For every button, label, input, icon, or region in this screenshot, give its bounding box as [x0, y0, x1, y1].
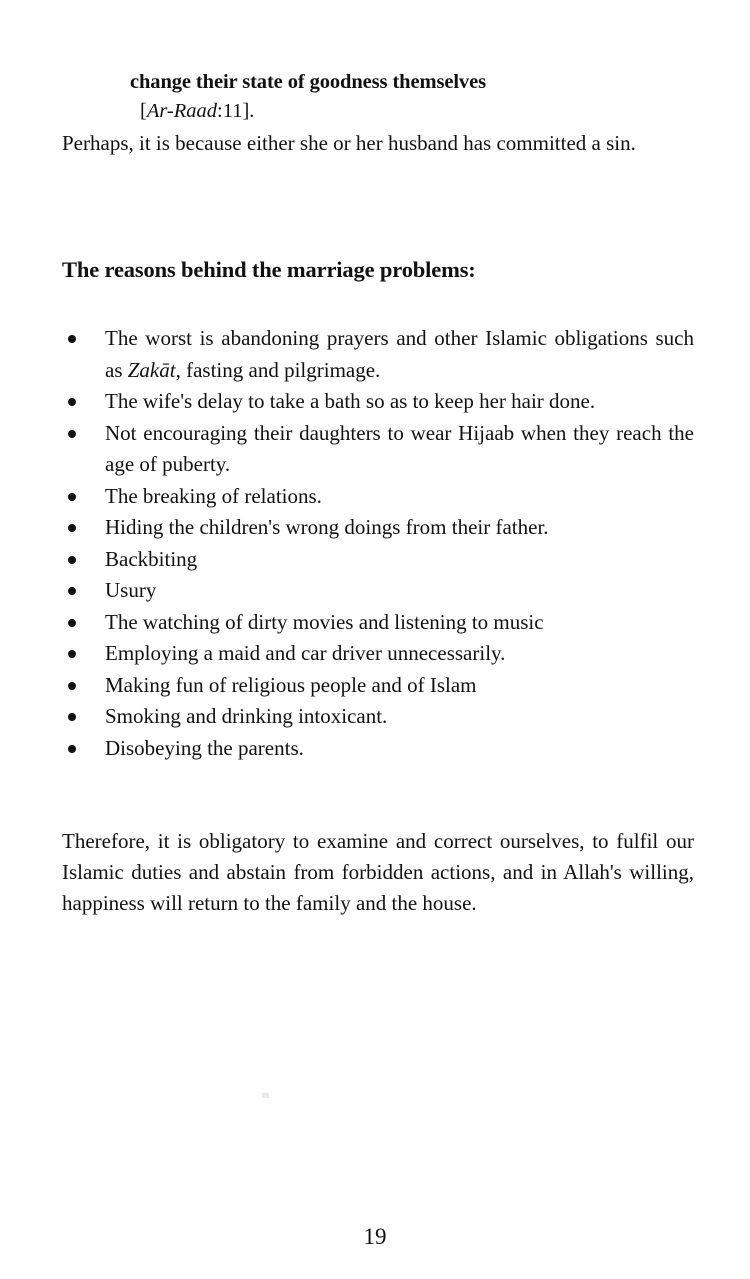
- reason-list-item: [62, 670, 694, 702]
- reason-list-item: [62, 544, 694, 576]
- reason-text: [105, 610, 544, 634]
- reason-list-item: [62, 575, 694, 607]
- spacer-after-intro: [62, 159, 694, 255]
- reason-text: [105, 547, 197, 571]
- reason-text-transliteration: Zakāt: [127, 357, 176, 382]
- reason-text: [105, 515, 549, 539]
- reason-text: [105, 673, 477, 697]
- reason-text: [105, 736, 304, 760]
- reason-text-lead: Employing a maid and car driver unnecessarily.: [105, 641, 506, 665]
- bullet-point-icon: [68, 575, 77, 607]
- bullet-point-icon: [68, 418, 77, 450]
- reason-text: [105, 326, 694, 382]
- reason-text-tail: , fasting and pilgrimage.: [175, 357, 381, 382]
- bullet-point-icon: [68, 670, 77, 702]
- intro-paragraph: Perhaps, it is because either she or her husband has committed a sin.: [62, 131, 636, 155]
- quran-verse-reference: [62, 96, 694, 126]
- reason-list-item: [62, 323, 694, 386]
- reason-list-item: [62, 701, 694, 733]
- reference-surah-name: Ar-Raad: [146, 100, 218, 122]
- reason-text-lead: Backbiting: [105, 546, 198, 571]
- page-content: [62, 68, 694, 919]
- reference-bracket-open: [: [140, 100, 147, 122]
- reason-text-lead: Smoking and drinking intoxicant.: [105, 704, 388, 728]
- reason-text-lead: The wife's delay to take a bath so as to keep her hair done.: [105, 389, 596, 413]
- bullet-point-icon: [68, 323, 77, 355]
- reason-text: [105, 389, 595, 413]
- reason-text: [105, 578, 156, 602]
- reason-text-lead: The worst is abandoning prayers and other Islamic obligations such as: [105, 326, 694, 382]
- reason-text-lead: Hiding the children's wrong doings from their father.: [105, 515, 549, 539]
- reason-text-lead: The breaking of relations.: [105, 483, 322, 508]
- bullet-point-icon: [68, 638, 77, 670]
- reason-list-item: [62, 418, 694, 481]
- reference-ayah-close: :11].: [217, 100, 255, 122]
- reason-text-lead: Disobeying the parents.: [105, 735, 304, 760]
- bullet-point-icon: [68, 701, 77, 733]
- reason-list-item: [62, 386, 694, 418]
- reason-list-item: [62, 607, 694, 639]
- reason-text-lead: The watching of dirty movies and listening to music: [105, 609, 544, 634]
- reasons-bullet-list: [62, 323, 694, 764]
- bullet-point-icon: [68, 544, 77, 576]
- quran-verse-continuation: change their state of goodness themselves: [130, 71, 486, 93]
- reason-list-item: [62, 512, 694, 544]
- reason-list-item: [62, 638, 694, 670]
- bullet-point-icon: [68, 481, 77, 513]
- spacer-after-heading: [62, 285, 694, 323]
- conclusion-paragraph: Therefore, it is obligatory to examine and correct ourselves, to fulfil our Islamic duties and abstain from forbidden actions, and in Allah's willing, happiness will return to the family and the house.: [62, 829, 694, 915]
- reason-text-lead: Usury: [105, 578, 157, 602]
- reason-text: [105, 484, 322, 508]
- reason-list-item: [62, 733, 694, 765]
- bullet-point-icon: [68, 512, 77, 544]
- bullet-point-icon: [68, 386, 77, 418]
- bullet-point-icon: [68, 607, 77, 639]
- scan-artifact-speck: [262, 1093, 269, 1098]
- reason-text-lead: Making fun of religious people and of Islam: [105, 672, 477, 697]
- page-number: 19: [363, 1224, 387, 1249]
- reason-text: [105, 704, 387, 728]
- bullet-point-icon: [68, 733, 77, 765]
- spacer-after-list: [62, 764, 694, 826]
- section-heading: The reasons behind the marriage problems:: [62, 257, 476, 282]
- reason-text: [105, 421, 694, 477]
- reason-text: [105, 641, 505, 665]
- reason-text-lead: Not encouraging their daughters to wear Hijaab when they reach the age of puberty.: [105, 420, 694, 476]
- reason-list-item: [62, 481, 694, 513]
